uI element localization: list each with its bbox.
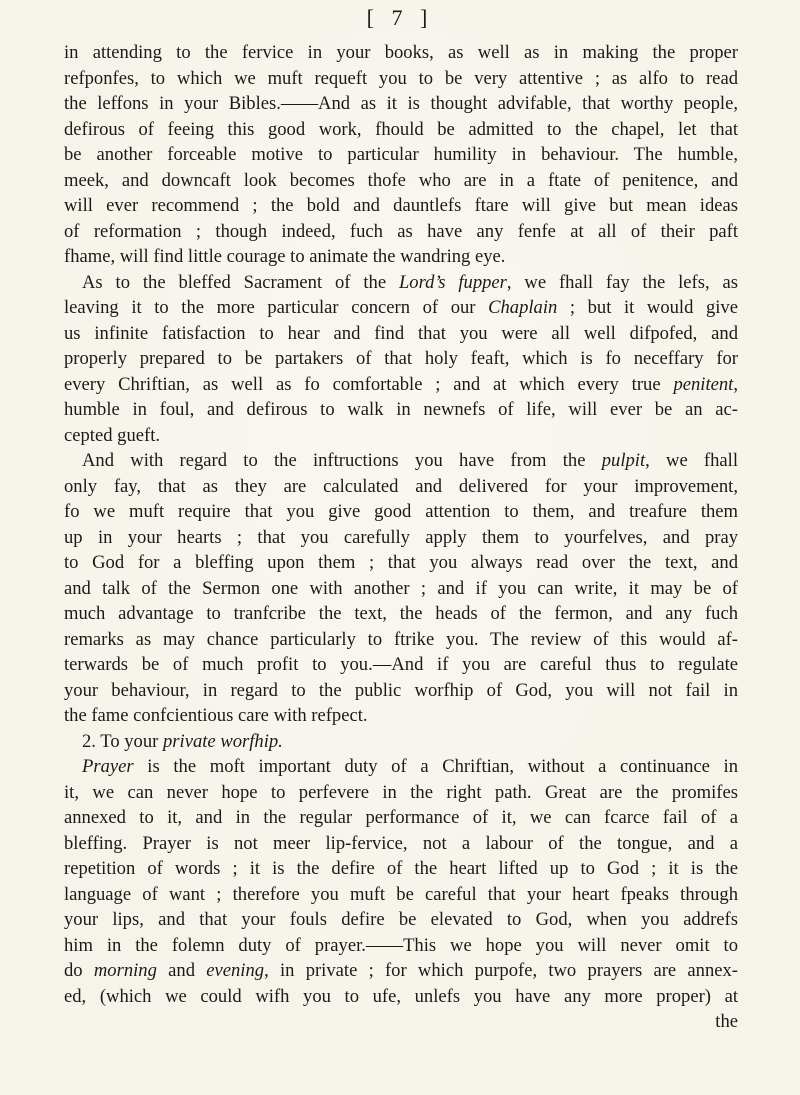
text-line bbox=[64, 652, 738, 678]
text-line bbox=[64, 678, 738, 704]
italic-phrase: fupper bbox=[458, 271, 507, 293]
text-run: repetition of words ; it is the defire of the heart lifted up to God ; it is the bbox=[64, 858, 738, 879]
text-run: in attending to the fervice in your books, as well as in making the proper bbox=[64, 42, 738, 63]
text-line bbox=[64, 66, 738, 92]
text-run: , we fhall fay the lefs, as bbox=[506, 271, 738, 293]
text-line bbox=[64, 754, 738, 780]
text-run: ed, (which we could wifh you to ufe, unlefs you have any more proper) at bbox=[64, 985, 738, 1007]
text-line bbox=[64, 703, 738, 729]
text-run: As to the bleffed Sacrament of the bbox=[82, 271, 399, 293]
text-line bbox=[64, 91, 738, 117]
text-run: much advantage to tranfcribe the text, the heads of the fermon, and any fuch bbox=[64, 603, 738, 624]
text-line bbox=[64, 601, 738, 627]
italic-phrase: Lord’s bbox=[398, 271, 446, 293]
text-run: language of want ; therefore you muft be careful that your heart fpeaks through bbox=[64, 883, 738, 905]
text-line bbox=[64, 295, 738, 321]
text-run: only fay, that as they are calculated and delivered for your improvement, bbox=[64, 475, 738, 497]
text-line bbox=[64, 499, 738, 525]
text-line bbox=[64, 831, 738, 857]
italic-phrase: Prayer bbox=[82, 756, 134, 777]
text-run: , bbox=[733, 373, 738, 395]
text-run: us infinite fatisfaction to hear and find that you were all well difpofed, and bbox=[64, 322, 738, 344]
text-line bbox=[64, 1009, 738, 1035]
text-run: ; but it would give bbox=[557, 297, 738, 318]
italic-phrase: Chaplain bbox=[488, 297, 558, 318]
text-run: , in private ; for which purpofe, two prayers are annex- bbox=[264, 960, 738, 981]
text-run: And with regard to the inftructions you have from the bbox=[82, 450, 602, 471]
text-line bbox=[64, 780, 738, 806]
text-line bbox=[64, 244, 738, 270]
text-line bbox=[64, 346, 738, 372]
text-run: him in the folemn duty of prayer.——This we hope you will never omit to bbox=[64, 934, 738, 956]
italic-phrase: morning bbox=[93, 960, 157, 981]
text-line bbox=[64, 958, 738, 984]
text-run: annexed to it, and in the regular performance of it, we can fcarce fail of a bbox=[64, 807, 738, 828]
text-run: the leffons in your Bibles.——And as it is thought advifable, that worthy people, bbox=[64, 93, 738, 114]
italic-phrase: private worfhip. bbox=[163, 730, 283, 752]
text-line bbox=[64, 627, 738, 653]
page-number: [ 7 ] bbox=[366, 5, 434, 30]
text-line bbox=[64, 882, 738, 908]
text-line bbox=[64, 448, 738, 474]
text-run: fo we muft require that you give good attention to them, and treafure them bbox=[64, 501, 738, 522]
text-line bbox=[64, 219, 738, 245]
text-run: is the moft important duty of a Chriftian, without a continuance in bbox=[133, 756, 738, 777]
text-line bbox=[64, 423, 738, 449]
text-run: terwards be of much profit to you.—And if you are careful thus to regulate bbox=[64, 654, 738, 675]
text-line bbox=[64, 168, 738, 194]
text-line bbox=[64, 397, 738, 423]
text-run: it, we can never hope to perfevere in the right path. Great are the promifes bbox=[64, 781, 738, 803]
text-run: your behaviour, in regard to the public worfhip of God, you will not fail in bbox=[64, 679, 738, 701]
text-run: and bbox=[156, 960, 207, 981]
text-line bbox=[64, 474, 738, 500]
text-run: fhame, will find little courage to animate the wandring eye. bbox=[64, 246, 506, 267]
text-line bbox=[64, 933, 738, 959]
text-line bbox=[64, 550, 738, 576]
text-line bbox=[64, 321, 738, 347]
body-text bbox=[64, 40, 738, 1035]
text-run: the fame confcientious care with refpect. bbox=[64, 705, 368, 726]
text-run: cepted gueft. bbox=[64, 424, 161, 446]
text-line bbox=[64, 372, 738, 398]
text-run: refponfes, to which we muft requeft you to be very attentive ; as alfo to read bbox=[64, 67, 738, 89]
text-line bbox=[64, 270, 738, 296]
text-run: bleffing. Prayer is not meer lip-fervice, not a labour of the tongue, and a bbox=[64, 832, 738, 854]
text-line bbox=[64, 576, 738, 602]
text-run: remarks as may chance particularly to ftrike you. The review of this would af- bbox=[64, 628, 738, 650]
text-run: leaving it to the more particular concern of our bbox=[64, 297, 489, 318]
text-line bbox=[64, 805, 738, 831]
text-run: every Chriftian, as well as fo comfortable ; and at which every true bbox=[64, 373, 674, 395]
italic-phrase: evening bbox=[206, 960, 265, 981]
text-run bbox=[445, 272, 458, 293]
italic-phrase: pulpit bbox=[601, 450, 646, 471]
text-run: the bbox=[715, 1011, 738, 1032]
text-line bbox=[64, 40, 738, 66]
text-run: to God for a bleffing upon them ; that you always read over the text, and bbox=[64, 552, 738, 573]
text-run: your lips, and that your fouls defire be elevated to God, when you addrefs bbox=[64, 909, 738, 930]
text-line bbox=[64, 907, 738, 933]
text-line bbox=[64, 193, 738, 219]
text-run: , we fhall bbox=[645, 450, 739, 471]
text-run: meek, and downcaft look becomes thofe who are in a ftate of penitence, and bbox=[64, 169, 738, 191]
text-run: and talk of the Sermon one with another ; and if you can write, it may be of bbox=[64, 577, 738, 599]
text-line bbox=[64, 984, 738, 1010]
text-run: of reformation ; though indeed, fuch as have any fenfe at all of their paft bbox=[64, 220, 738, 242]
text-run: up in your hearts ; that you carefully apply them to yourfelves, and pray bbox=[64, 526, 738, 548]
text-run: properly prepared to be partakers of that holy feaft, which is fo neceffary for bbox=[64, 348, 738, 369]
text-run: defirous of feeing this good work, fhould be admitted to the chapel, let that bbox=[64, 118, 738, 140]
text-run: be another forceable motive to particular humility in behaviour. The humble, bbox=[64, 144, 738, 165]
text-line bbox=[64, 117, 738, 143]
text-run: will ever recommend ; the bold and dauntlefs ftare will give but mean ideas bbox=[64, 195, 738, 216]
text-run: do bbox=[64, 960, 94, 981]
text-line bbox=[64, 142, 738, 168]
text-run: humble in foul, and defirous to walk in newnefs of life, will ever be an ac- bbox=[64, 399, 738, 420]
italic-phrase: penitent bbox=[673, 373, 734, 395]
text-line bbox=[64, 525, 738, 551]
text-line bbox=[64, 729, 738, 755]
text-run: 2. To your bbox=[82, 730, 163, 752]
text-line bbox=[64, 856, 738, 882]
